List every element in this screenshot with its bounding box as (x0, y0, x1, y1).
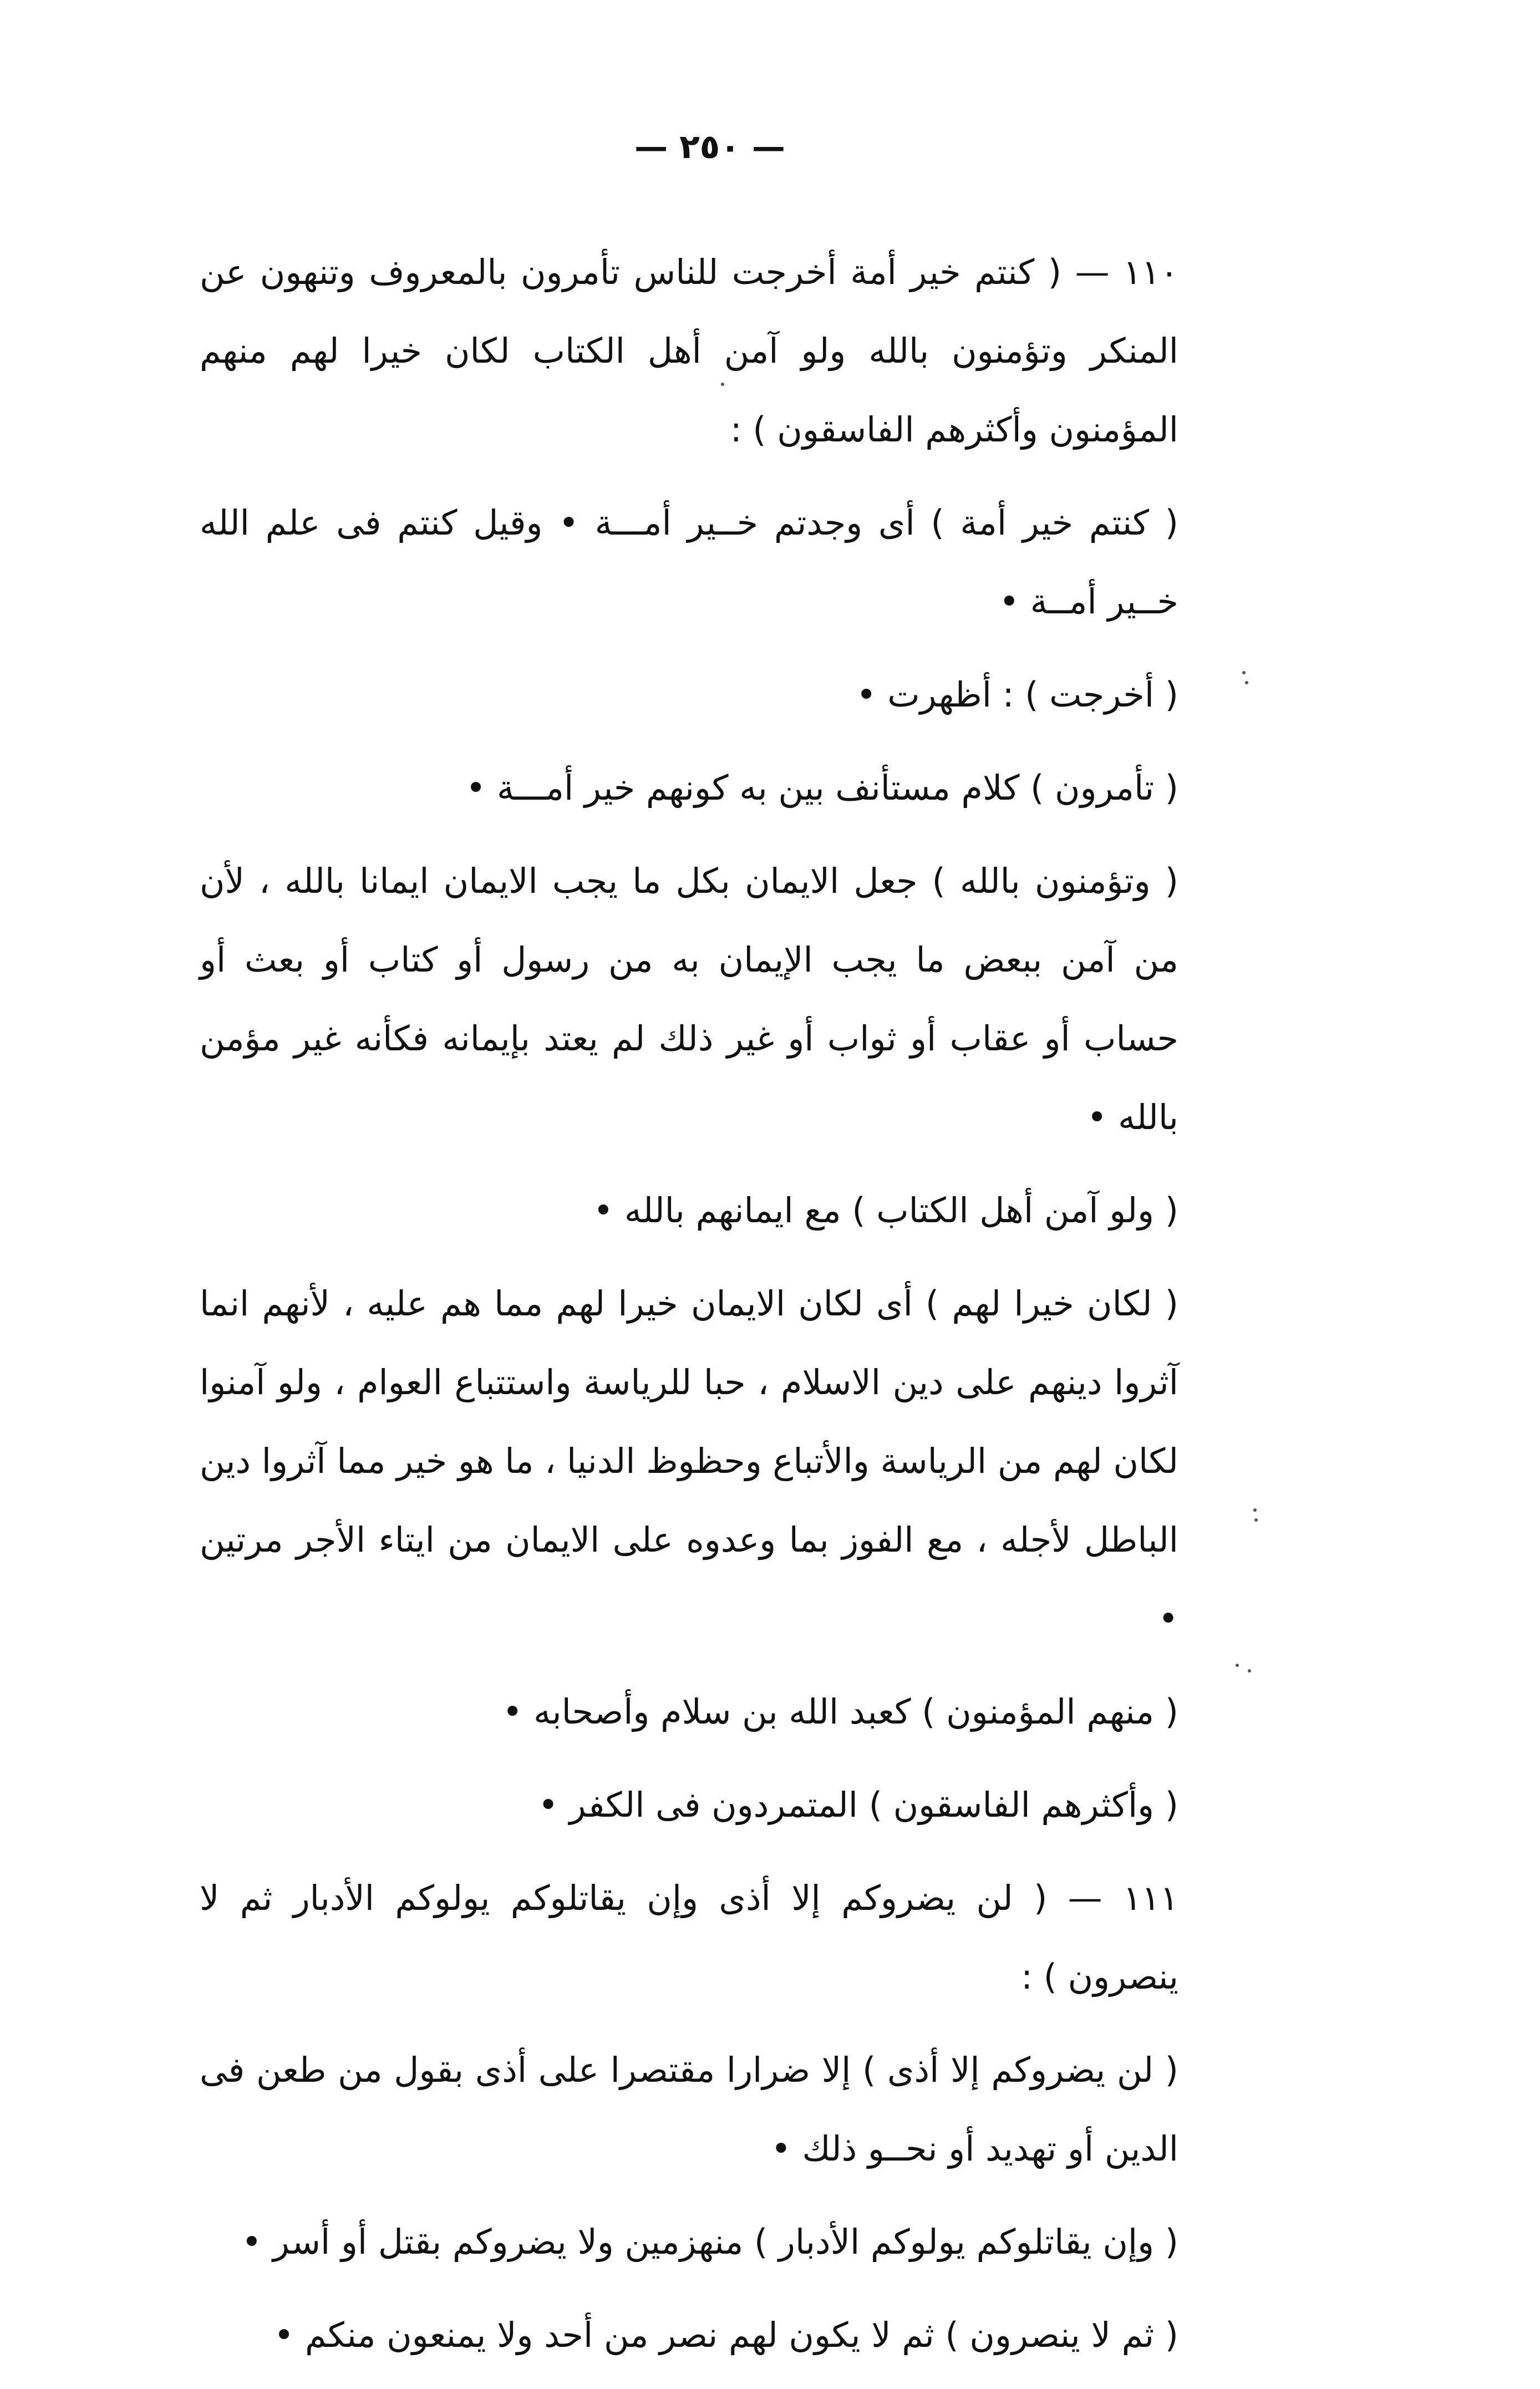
gloss-lan-yadurrukum: ( لن يضروكم إلا أذى ) إلا ضرارا مقتصرا على أذى بقول من طعن فى الدين أو تهديد أو نحــو ذلك • (200, 2050, 1178, 2169)
gloss-law-amana: ( ولو آمن أهل الكتاب ) مع ايمانهم بالله • (593, 1190, 1178, 1231)
scan-speck (1248, 1669, 1251, 1673)
scan-speck (1254, 1518, 1258, 1522)
verse-111: ١١١ — ( لن يضروكم إلا أذى وإن يقاتلوكم يولوكم الأدبار ثم لا ينصرون ) : (200, 1878, 1178, 1997)
gloss-thumma-la-yunsarun: ( ثم لا ينصرون ) ثم لا يكون لهم نصر من أحد ولا يمنعون منكم • (273, 2315, 1178, 2355)
scan-speck (1242, 671, 1246, 674)
commentary-text (200, 233, 1264, 2389)
gloss-tamuruna: ( تأمرون ) كلام مستأنف بين به كونهم خير أمـــة • (465, 767, 1178, 808)
page-number: — ٢٥٠ — (634, 128, 785, 166)
scan-speck (721, 383, 724, 386)
gloss-lakana-khayran: ( لكان خيرا لهم ) أى لكان الايمان خيرا لهم مما هم عليه ، لأنهم انما آثروا دينهم على دين الاسلام ، حبا للرياسة واستتباع العوام ، ولو آمنوا لكان لهم من الرياسة والأتباع وحظوظ الدنيا ، ما هو خير مما آثروا دين الباطل لأجله ، مع الفوز بما وعدوه على الايمان من ايتاء الأجر مرتين • (200, 1283, 1178, 1639)
gloss-in-yuqatilukum: ( وإن يقاتلوكم يولوكم الأدبار ) منهزمين ولا يضروكم بقتل أو أسر • (241, 2222, 1178, 2262)
gloss-ukhrijat: ( أخرجت ) : أظهرت • (856, 674, 1178, 715)
scan-speck (1236, 1664, 1239, 1667)
scan-speck (1245, 681, 1248, 684)
gloss-aktharuhum: ( وأكثرهم الفاسقون ) المتمردون فى الكفر • (538, 1785, 1178, 1825)
verse-110: ١١٠ — ( كنتم خير أمة أخرجت للناس تأمرون بالمعروف وتنهون عن المنكر وتؤمنون بالله ولو آمن أهل الكتاب لكان خيرا لهم منهم المؤمنون وأكثرهم الفاسقون ) : (200, 252, 1178, 450)
scan-speck (1253, 1508, 1257, 1512)
gloss-kuntum-khayr-umma: ( كنتم خير أمة ) أى وجدتم خــير أمـــة • وقيل كنتم فى علم الله خــير أمــة • (200, 502, 1178, 622)
gloss-tuminuna-billah: ( وتؤمنون بالله ) جعل الايمان بكل ما يجب الايمان ايمانا بالله ، لأن من آمن ببعض ما يجب الإيمان به من رسول أو كتاب أو بعث أو حساب أو عقاب أو ثواب أو غير ذلك لم يعتد بإيمانه فكأنه غير مؤمن بالله • (200, 861, 1178, 1137)
gloss-minhum-almuminun: ( منهم المؤمنون ) كعبد الله بن سلام وأصحابه • (502, 1691, 1178, 1732)
